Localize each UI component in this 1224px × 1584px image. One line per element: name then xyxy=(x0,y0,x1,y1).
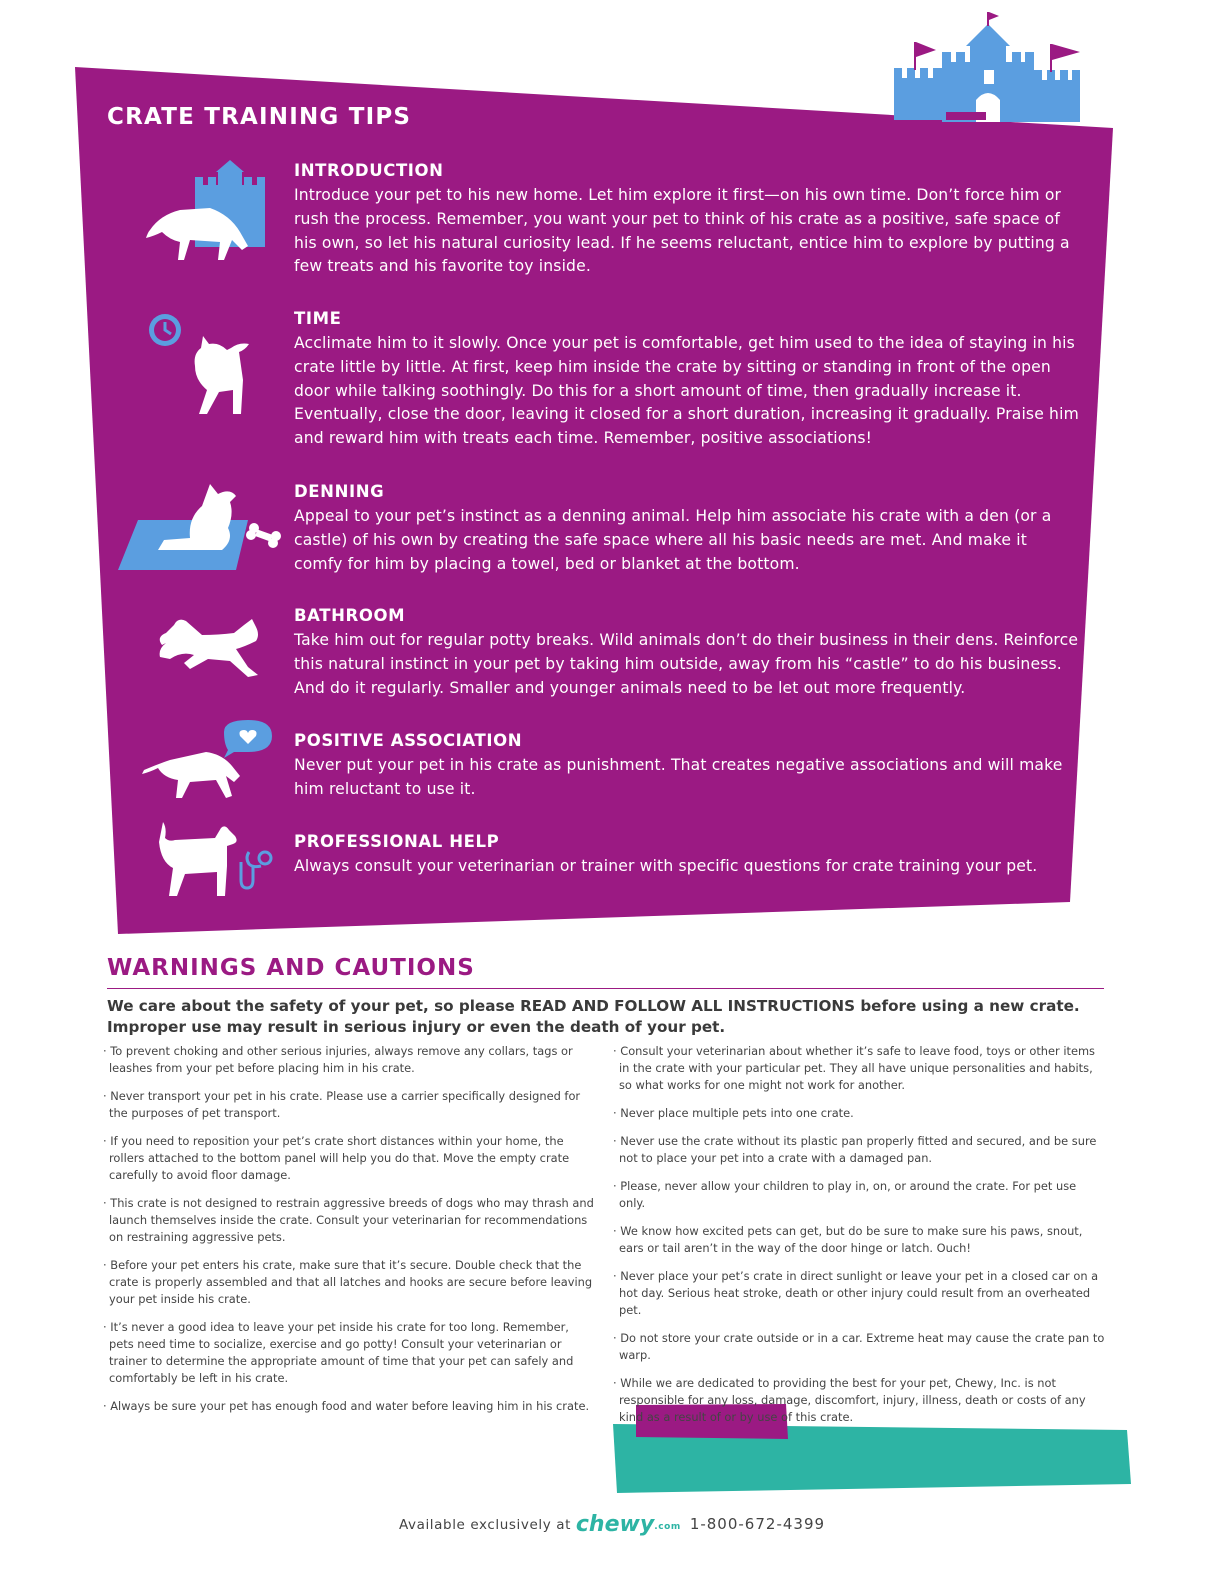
warnings-title: WARNINGS AND CAUTIONS xyxy=(107,955,475,981)
tip-professional-help xyxy=(294,831,1079,879)
tip-introduction xyxy=(294,160,1079,279)
chewy-logo-suffix: .com xyxy=(654,1522,681,1532)
warning-item: · Before your pet enters his crate, make sure that it’s secure. Double check that the crate is properly assembled and that all latches and hooks are secure before leaving your pet inside his crate. xyxy=(103,1257,595,1308)
tip-text: Acclimate him to it slowly. Once your pet is comfortable, get him used to the idea of staying in his crate little by little. At first, keep him inside the crate by sitting or standing in front of the open door while talking soothingly. Do this for a short amount of time, then gradually increase it. Eventually, close the door, leaving it closed for a short duration, increasing it gradually. Praise him and reward him with treats each time. Remember, positive associations! xyxy=(294,334,1079,448)
tip-time xyxy=(294,308,1079,451)
tip-heading: TIME xyxy=(294,309,342,328)
dog-clock-icon xyxy=(145,310,260,420)
warning-item: · Always be sure your pet has enough food and water before leaving him in his crate. xyxy=(103,1398,595,1415)
footer-text: Available exclusively at xyxy=(398,1517,571,1533)
tip-positive-association xyxy=(294,730,1079,802)
warning-item: · If you need to reposition your pet’s crate short distances within your home, the rollers attached to the bottom panel will help you do that. Move the empty crate carefully to avoid floor damage. xyxy=(103,1133,595,1184)
chewy-logo: chewy xyxy=(575,1512,655,1537)
footer xyxy=(0,1512,1224,1537)
warning-item: · Never use the crate without its plastic pan properly fitted and secured, and be sure not to place your pet into a crate with a damaged pan. xyxy=(613,1133,1105,1167)
warning-item: · Consult your veterinarian about whether it’s safe to leave food, toys or other items in the crate with your particular pet. They all have unique personalities and habits, so what works for one might not work for another. xyxy=(613,1043,1105,1094)
tip-heading: DENNING xyxy=(294,482,385,501)
warning-item: · Please, never allow your children to play in, on, or around the crate. For pet use only. xyxy=(613,1178,1105,1212)
tip-denning xyxy=(294,481,1079,576)
warning-item: · We know how excited pets can get, but do be sure to make sure his paws, snout, ears or tail aren’t in the way of the door hinge or latch. Ouch! xyxy=(613,1223,1105,1257)
warning-item: · Never transport your pet in his crate. Please use a carrier specifically designed for the purposes of pet transport. xyxy=(103,1088,595,1122)
warning-item: · While we are dedicated to providing the best for your pet, Chewy, Inc. is not responsible for any loss, damage, discomfort, injury, illness, death or costs of any kind as a result of or by use of this crate. xyxy=(613,1375,1105,1426)
warnings-right-column xyxy=(613,1043,1105,1437)
tip-text: Introduce your pet to his new home. Let him explore it first—on his own time. Don’t force him or rush the process. Remember, you want your pet to think of his crate as a positive, safe space of his own, so let his natural curiosity lead. If he seems reluctant, entice him to explore by putting a few treats and his favorite toy inside. xyxy=(294,186,1070,276)
tip-text: Take him out for regular potty breaks. Wild animals don’t do their business in their dens. Reinforce this natural instinct in your pet by taking him outside, away from his “castle” to do his business. And do it regularly. Smaller and younger animals need to be let out more frequently. xyxy=(294,631,1079,697)
tip-heading: POSITIVE ASSOCIATION xyxy=(294,731,523,750)
tip-bathroom xyxy=(294,605,1079,700)
dog-heart-bubble-icon xyxy=(140,718,280,803)
warning-item: · This crate is not designed to restrain aggressive breeds of dogs who may thrash and launch themselves inside the crate. Consult your veterinarian for recommendations on restraining aggressive pets. xyxy=(103,1195,595,1246)
footer-phone: 1-800-672-4399 xyxy=(689,1515,826,1533)
dog-on-mat-bone-icon xyxy=(118,478,283,573)
tip-heading: INTRODUCTION xyxy=(294,161,444,180)
warning-item: · Do not store your crate outside or in a car. Extreme heat may cause the crate pan to warp. xyxy=(613,1330,1105,1364)
crate-tips-title: CRATE TRAINING TIPS xyxy=(107,104,412,130)
warnings-divider xyxy=(107,988,1104,989)
warnings-left-column xyxy=(103,1043,595,1426)
tip-text: Always consult your veterinarian or trainer with specific questions for crate training your pet. xyxy=(294,857,1038,875)
tip-text: Appeal to your pet’s instinct as a denning animal. Help him associate his crate with a den (or a castle) of his own by creating the safe space where all his basic needs are met. And make it comfy for him by placing a towel, bed or blanket at the bottom. xyxy=(294,507,1052,573)
dog-stethoscope-icon xyxy=(155,822,275,902)
warning-item: · It’s never a good idea to leave your pet inside his crate for too long. Remember, pets need time to socialize, exercise and go potty! Consult your veterinarian or trainer to determine the appropriate amount of time that your pet can safely and comfortably be left in his crate. xyxy=(103,1319,595,1387)
tip-heading: BATHROOM xyxy=(294,606,406,625)
tip-text: Never put your pet in his crate as punishment. That creates negative associations and will make him reluctant to use it. xyxy=(294,756,1063,798)
warning-item: · Never place multiple pets into one crate. xyxy=(613,1105,1105,1122)
tip-heading: PROFESSIONAL HELP xyxy=(294,832,500,851)
dog-running-icon xyxy=(156,615,266,685)
warning-item: · To prevent choking and other serious injuries, always remove any collars, tags or leashes from your pet before placing him in his crate. xyxy=(103,1043,595,1077)
dog-sniffing-castle-icon xyxy=(140,160,275,270)
warning-item: · Never place your pet’s crate in direct sunlight or leave your pet in a closed car on a hot day. Serious heat stroke, death or other injury could result from an overheated pet. xyxy=(613,1268,1105,1319)
warnings-intro: We care about the safety of your pet, so please READ AND FOLLOW ALL INSTRUCTIONS before using a new crate. Improper use may result in serious injury or even the death of your pet. xyxy=(107,997,1080,1036)
